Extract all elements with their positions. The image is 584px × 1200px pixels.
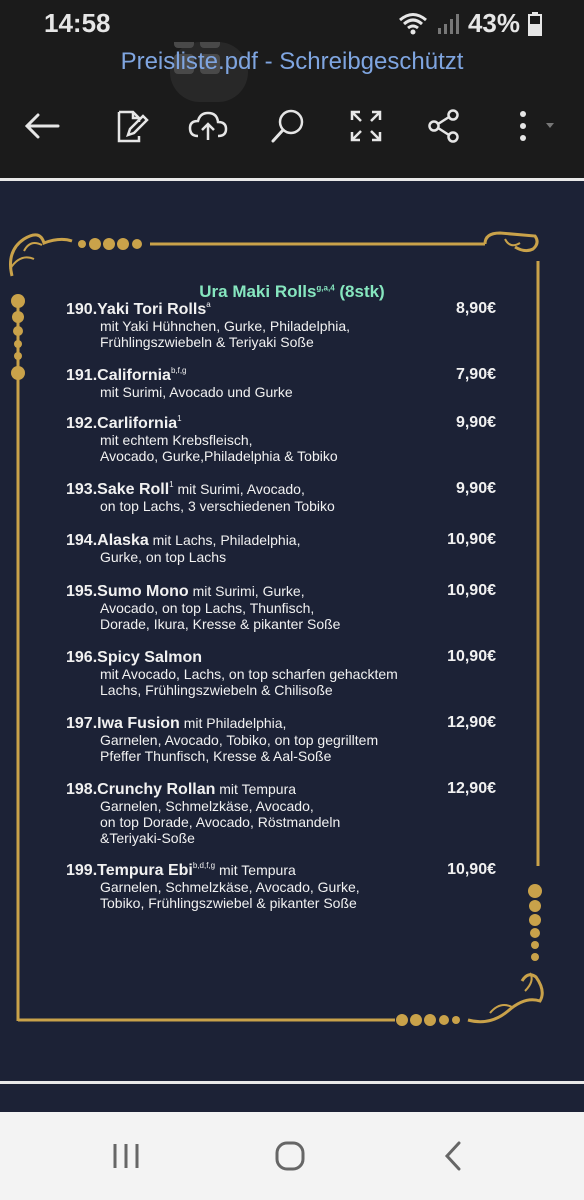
more-vertical-icon xyxy=(511,109,561,143)
menu-item-description: Frühlingszwiebeln & Teriyaki Soße xyxy=(100,334,314,350)
menu-item xyxy=(66,532,496,565)
menu-item-name: 197.Iwa Fusion xyxy=(66,715,180,732)
navigation-bar xyxy=(0,1112,584,1200)
document-title: Preisliste.pdf - Schreibgeschützt xyxy=(120,48,464,75)
menu-item-name: 192.Carlifornia xyxy=(66,415,178,432)
recent-apps-button[interactable] xyxy=(96,1136,156,1176)
menu-item-description: &Teriyaki-Soße xyxy=(100,830,195,846)
recent-apps-icon xyxy=(109,1142,143,1170)
menu-item-heading xyxy=(66,862,496,879)
section-allergens: g,a,4 xyxy=(316,283,335,293)
menu-item xyxy=(66,649,496,698)
search-icon xyxy=(270,108,306,144)
menu-item xyxy=(66,715,496,764)
menu-item-heading xyxy=(66,301,496,318)
pdf-page[interactable] xyxy=(0,181,584,1081)
menu-item-description: mit Avocado, Lachs, on top scharfen gehacktem xyxy=(100,666,398,682)
menu-item-price: 12,90€ xyxy=(447,780,496,797)
menu-item-price: 10,90€ xyxy=(447,648,496,665)
menu-item-price: 10,90€ xyxy=(447,531,496,548)
menu-item-description: mit Surimi, Avocado, xyxy=(177,481,305,497)
menu-item-name: 196.Spicy Salmon xyxy=(66,649,203,666)
menu-item-heading xyxy=(66,415,496,432)
fullscreen-button[interactable] xyxy=(338,96,394,156)
menu-item xyxy=(66,583,496,632)
home-button[interactable] xyxy=(260,1136,320,1176)
menu-item-description: Lachs, Frühlingszwiebeln & Chilisoße xyxy=(100,682,333,698)
section-count: (8stk) xyxy=(339,282,385,301)
menu-item-price: 12,90€ xyxy=(447,714,496,731)
menu-item-allergens: a xyxy=(206,300,211,309)
search-button[interactable] xyxy=(260,96,316,156)
menu-section-title xyxy=(0,282,584,302)
battery-level: 43% xyxy=(467,8,520,38)
battery-icon xyxy=(528,12,542,36)
toolbar xyxy=(0,96,584,156)
menu-item-description: mit Tempura xyxy=(219,862,296,878)
menu-item-price: 7,90€ xyxy=(455,366,496,383)
arrow-left-icon xyxy=(24,112,60,140)
menu-item xyxy=(66,862,496,911)
menu-item-description: Garnelen, Schmelzkäse, Avocado, Gurke, xyxy=(100,879,360,895)
menu-item-description: mit Philadelphia, xyxy=(183,715,287,731)
menu-item-name: 198.Crunchy Rollan xyxy=(66,781,216,798)
menu-item-price: 10,90€ xyxy=(447,582,496,599)
menu-item-heading xyxy=(66,583,496,600)
menu-item xyxy=(66,481,496,514)
menu-item-name: 190.Yaki Tori Rolls xyxy=(66,301,207,318)
menu-item-description: mit Yaki Hühnchen, Gurke, Philadelphia, xyxy=(100,318,351,334)
menu-item-price: 9,90€ xyxy=(455,480,496,497)
menu-item-price: 9,90€ xyxy=(455,414,496,431)
section-name: Ura Maki Rolls xyxy=(199,282,317,301)
menu-item-description: Avocado, Gurke,Philadelphia & Tobiko xyxy=(100,448,338,464)
home-icon xyxy=(273,1139,307,1173)
menu-item xyxy=(66,301,496,350)
menu-item-price: 10,90€ xyxy=(447,861,496,878)
menu-item-description: Garnelen, Avocado, Tobiko, on top gegrilltem xyxy=(100,732,379,748)
document-title-bar xyxy=(0,46,584,86)
upload-button[interactable] xyxy=(180,96,236,156)
menu-item-description: Gurke, on top Lachs xyxy=(100,549,227,565)
status-icons xyxy=(398,8,542,39)
menu-item-description: Dorade, Ikura, Kresse & pikanter Soße xyxy=(100,616,341,632)
menu-item-allergens: 1 xyxy=(177,414,182,423)
nav-back-button[interactable] xyxy=(424,1136,484,1176)
menu-item-name: 191.California xyxy=(66,367,171,384)
menu-item-name: 199.Tempura Ebi xyxy=(66,862,193,879)
menu-item-description: mit echtem Krebsfleisch, xyxy=(100,432,253,448)
menu-item-description: Pfeffer Thunfisch, Kresse & Aal-Soße xyxy=(100,748,332,764)
menu-item-description: Tobiko, Frühlingszwiebel & pikanter Soße xyxy=(100,895,357,911)
menu-item-description: mit Lachs, Philadelphia, xyxy=(152,532,301,548)
next-page-preview xyxy=(0,1084,584,1112)
menu-item-description: mit Surimi, Avocado und Gurke xyxy=(100,384,293,400)
status-bar xyxy=(0,0,584,46)
menu-item-heading xyxy=(66,649,496,666)
wifi-icon xyxy=(398,12,428,36)
menu-item-allergens: b,f,g xyxy=(170,366,187,375)
status-time: 14:58 xyxy=(44,8,111,38)
menu-item-description: mit Surimi, Gurke, xyxy=(192,583,305,599)
menu-item-description: on top Dorade, Avocado, Röstmandeln xyxy=(100,814,341,830)
more-options-button[interactable] xyxy=(506,96,566,156)
signal-icon xyxy=(436,12,460,36)
menu-item-allergens: b,d,f,g xyxy=(192,861,216,870)
menu-item-name: 193.Sake Roll xyxy=(66,481,170,498)
menu-item-heading xyxy=(66,781,496,798)
edit-button[interactable] xyxy=(104,96,160,156)
menu-item-description: on top Lachs, 3 verschiedenen Tobiko xyxy=(100,498,335,514)
menu-item-description: Avocado, on top Lachs, Thunfisch, xyxy=(100,600,315,616)
menu-item-heading xyxy=(66,367,496,384)
menu-item-price: 8,90€ xyxy=(455,300,496,317)
menu-item-description: mit Tempura xyxy=(219,781,297,797)
menu-item-name: 194.Alaska xyxy=(66,532,149,549)
menu-item xyxy=(66,781,496,846)
nav-back-icon xyxy=(439,1139,469,1173)
share-button[interactable] xyxy=(416,96,472,156)
menu-item-name: 195.Sumo Mono xyxy=(66,583,189,600)
back-button[interactable] xyxy=(14,96,70,156)
menu-item-heading xyxy=(66,481,496,498)
menu-item-heading xyxy=(66,715,496,732)
menu-item xyxy=(66,415,496,464)
menu-item xyxy=(66,367,496,400)
menu-item-allergens: 1 xyxy=(169,480,174,489)
menu-item-heading xyxy=(66,532,496,549)
cloud-upload-icon xyxy=(188,110,228,142)
fullscreen-icon xyxy=(349,109,383,143)
menu-item-description: Garnelen, Schmelzkäse, Avocado, xyxy=(100,798,314,814)
share-icon xyxy=(427,109,461,143)
edit-document-icon xyxy=(115,108,149,144)
